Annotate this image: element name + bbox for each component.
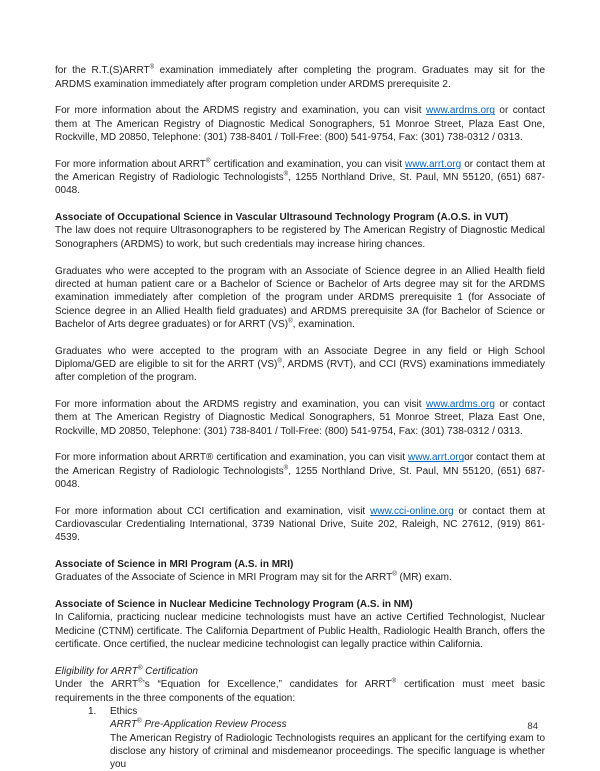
as-mri-paragraph [55, 571, 545, 584]
registered-trademark-symbol: ® [391, 677, 397, 685]
intro-continuation-paragraph [55, 64, 545, 91]
text-run: The law does not require Ultrasonographers to be registered by The American Registry of Diagnostic Medical Sonographers (ARDMS) to work, but such credentials may increase hiring chances. [55, 225, 545, 250]
page-content [55, 51, 545, 771]
text-run: ARRT [110, 719, 138, 731]
arrt-contact-paragraph-1 [55, 158, 545, 198]
text-run: or contact them at Cardiovascular Credentialing International, 3739 National Drive, Suite 202, Raleigh, NC 27612, (919) 861-4539. [55, 505, 545, 544]
text-run: Eligibility for ARRT [55, 665, 138, 677]
as-nm-heading [55, 598, 545, 611]
ethics-list-item [55, 705, 545, 718]
text-run: ’s “Equation for Excellence,” candidates for ARRT [142, 679, 392, 691]
text-run: Graduates of the Associate of Science in MRI Program may sit for the ARRT [55, 572, 393, 584]
registered-trademark-symbol: ® [205, 157, 211, 165]
text-run: In California, practicing nuclear medicine technologists must have an active Certified Technologist, Nuclear Medicine (CTNM) certificate. The California Department of Public Health, Radiologic Health Branch, offers the certificate. Once certified, the nuclear medicine technologist can legally practice within California. [55, 612, 545, 651]
text-run: , ARDMS (RVT), and CCI (RVS) examinations immediately after completion of the program. [55, 358, 546, 384]
text-run: or contact them at The American Registry of Diagnostic Medical Sonographers, 51 Monroe Street, Plaza East One, Rockville, MD 20850, Telephone: (301) 738-8401 / Toll-Free: (800) 541-9754, Fax: (301) 738-0312 / 0313. [55, 105, 545, 144]
text-run: Graduates who were accepted to the program with an Associate Degree in any field or High School Diploma/GED are eligible to sit for the ARRT (VS) [55, 345, 545, 370]
text-run: , 1255 Northland Drive, St. Paul, MN 55120, (651) 687-0048. [55, 465, 545, 490]
arrt-contact-paragraph-2 [55, 451, 545, 491]
text-run: Ethics [110, 705, 138, 717]
registered-trademark-symbol: ® [283, 170, 289, 178]
as-nm-paragraph [55, 611, 545, 651]
text-run: Associate of Science in MRI Program (A.S. in MRI) [55, 559, 294, 571]
text-run: For more information about the ARDMS registry and examination, you can visit [55, 105, 427, 117]
registered-trademark-symbol: ® [137, 717, 142, 725]
text-run: Pre-Application Review Process [141, 719, 287, 731]
text-run: For more information about ARRT® certification and examination, you can visit [55, 452, 409, 464]
text-run: for the R.T.(S)ARRT [55, 65, 150, 77]
ardms-contact-paragraph-2 [55, 398, 545, 438]
text-run: , 1255 Northland Drive, St. Paul, MN 55120, (651) 687-0048. [55, 172, 545, 197]
text-run: or contact them at The American Registry of Diagnostic Medical Sonographers, 51 Monroe Street, Plaza East One, Rockville, MD 20850, Telephone: (301) 738-8401 / Toll-Free: (800) 541-9754, Fax: (301) 738-0312 / 0313. [55, 398, 545, 437]
text-run: The American Registry of Radiologic Technologists requires an applicant for the certifying exam to disclose any history of criminal and misdemeanor proceedings. The specific language is whether you [110, 732, 545, 771]
text-run: Associate of Occupational Science in Vascular Ultrasound Technology Program (A.O.S. in VUT) [55, 212, 509, 224]
eligibility-paragraph [55, 678, 545, 705]
text-run: , examination. [292, 318, 355, 330]
associate-degree-paragraph [55, 345, 545, 385]
registered-trademark-symbol: ® [149, 64, 155, 72]
page-number: 84 [527, 721, 538, 732]
text-run: Associate of Science in Nuclear Medicine Technology Program (A.S. in NM) [55, 599, 413, 611]
text-run: or contact them at the American Registry of Radiologic Technologists [55, 158, 545, 184]
ardms-contact-paragraph-1 [55, 104, 545, 144]
text-run: examination immediately after completing the program. Graduates may sit for the ARDMS examination immediately after program completion under ARDMS prerequisite 2. [55, 65, 546, 90]
pre-application-paragraph [55, 732, 545, 771]
text-run: or contact them at the American Registry of Radiologic Technologists [55, 452, 546, 477]
hyperlink-www-ardms-org[interactable]: www.ardms.org [426, 105, 495, 117]
registered-trademark-symbol: ® [277, 357, 282, 365]
registered-trademark-symbol: ® [392, 571, 397, 579]
eligibility-heading [55, 665, 545, 678]
text-run: certification must meet basic requirements in the three components of the equation: [55, 679, 546, 704]
hyperlink-www-cci-online-org[interactable]: www.cci-online.org [370, 505, 454, 517]
text-run: For more information about ARRT [55, 158, 206, 170]
hyperlink-www-arrt-org[interactable]: www.arrt.org [408, 452, 465, 464]
registered-trademark-symbol: ® [138, 677, 143, 685]
registered-trademark-symbol: ® [283, 464, 289, 472]
list-item-number: 1. [88, 705, 97, 717]
registered-trademark-symbol: ® [137, 664, 143, 672]
allied-health-degree-paragraph [55, 265, 545, 332]
registered-trademark-symbol: ® [288, 317, 293, 325]
hyperlink-www-arrt-org[interactable]: www.arrt.org [405, 158, 462, 170]
cci-contact-paragraph [55, 505, 545, 545]
as-mri-heading [55, 558, 545, 571]
text-run: For more information about the ARDMS registry and examination, you can visit [55, 398, 427, 410]
hyperlink-www-ardms-org[interactable]: www.ardms.org [426, 398, 495, 410]
text-run: certification and examination, you can visit [210, 158, 406, 170]
text-run: For more information about CCI certification and examination, visit [55, 505, 371, 517]
aos-vut-heading [55, 211, 545, 224]
text-run: (MR) exam. [396, 572, 452, 584]
text-run: Under the ARRT [55, 679, 139, 691]
text-run: Certification [142, 665, 198, 677]
text-run: Graduates who were accepted to the program with an Associate of Science degree in an Allied Health field directed at human patient care or a Bachelor of Science or Bachelor of Arts degree may sit for the ARDMS examination immediately after completion of the program under ARDMS prerequisite 1 (for Associate of Science degree in an Allied Health field graduates) and ARDMS prerequisite 3A (for Bachelor of Science or Bachelor of Arts degree graduates) or for ARRT (VS) [55, 265, 545, 330]
aos-vut-intro-paragraph [55, 224, 545, 251]
list-item-label [110, 705, 137, 718]
